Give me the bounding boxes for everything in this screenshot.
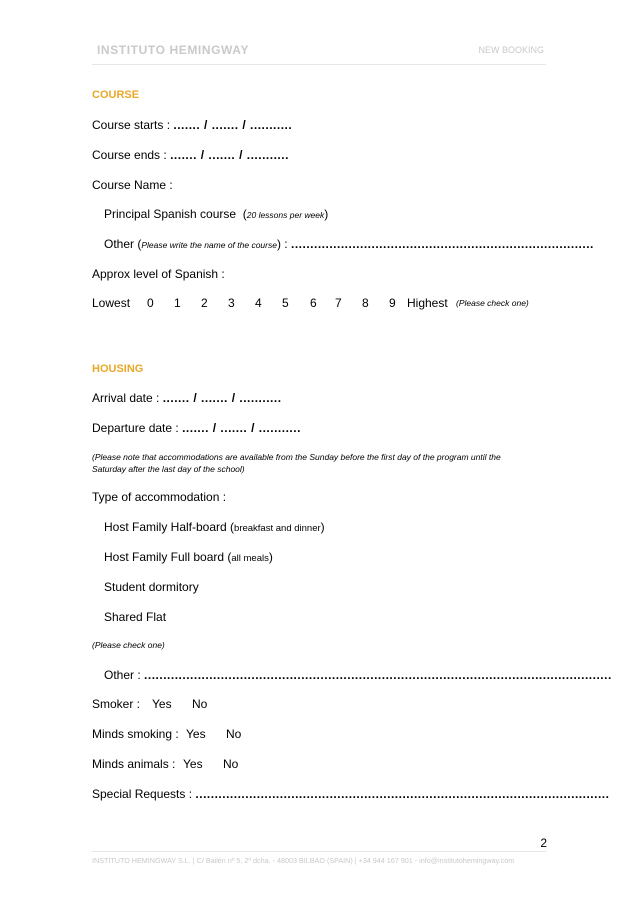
scale-check-note: (Please check one) [456,298,529,308]
principal-course-note: 20 lessons per week [246,210,325,220]
other-course-note: Please write the name of the course [141,240,277,250]
other-accommodation-field[interactable]: .......................................................................................................................... [144,668,612,682]
level-option[interactable]: 8 [362,296,369,310]
minds-smoking-yes-option[interactable]: Yes [186,727,206,741]
course-ends-row [92,148,289,162]
arrival-date-row [92,391,282,405]
level-option[interactable]: 4 [255,296,262,310]
smoker-label: Smoker : [92,697,141,711]
course-ends-label: Course ends : [92,148,167,162]
other-course-field[interactable]: ............................................................................... [290,237,594,251]
other-course-row [104,237,594,251]
minds-smoking-label: Minds smoking : [92,727,179,741]
course-starts-label: Course starts : [92,118,171,132]
housing-heading: HOUSING [92,363,144,375]
paren-close: ) [320,520,325,534]
principal-course-option[interactable] [104,207,328,221]
course-heading: COURSE [92,89,140,101]
full-board-detail: all meals [231,553,269,564]
special-requests-label: Special Requests : [92,787,193,801]
principal-course-label: Principal Spanish course [104,207,237,221]
shared-flat-option[interactable]: Shared Flat [104,610,167,624]
student-dormitory-option[interactable]: Student dormitory [104,580,199,594]
half-board-option[interactable] [104,520,325,534]
other-course-label: Other [104,237,135,251]
footer-contact: INSTITUTO HEMINGWAY S.L. | C/ Bailén nº 5, 2º dcha. - 48003 BILBAO (SPAIN) | +34 944 167 901 - info@institutohemingway.com [92,856,515,865]
minds-animals-yes-option[interactable]: Yes [183,757,203,771]
accommodation-availability-note: (Please note that accommodations are available from the Sunday before the first day of the program until the Saturday after the last day of the school) [92,452,501,474]
accommodation-type-label: Type of accommodation : [92,490,227,504]
spanish-level-label: Approx level of Spanish : [92,267,225,281]
half-board-label: Host Family Half-board ( [104,520,235,534]
smoker-row [92,697,208,711]
full-board-option[interactable] [104,550,273,564]
document-type: NEW BOOKING [478,45,544,55]
level-option[interactable]: 5 [282,296,289,310]
half-board-detail: breakfast and dinner [234,523,321,534]
minds-smoking-row [92,727,242,741]
paren-close: ) [324,207,329,221]
level-option[interactable]: 2 [201,296,208,310]
level-option[interactable]: 1 [174,296,181,310]
arrival-date-field[interactable]: ....... / ....... / ........... [162,391,282,405]
departure-date-row [92,421,301,435]
level-option[interactable]: 6 [310,296,317,310]
smoker-yes-option[interactable]: Yes [152,697,172,711]
smoker-no-option[interactable]: No [192,697,208,711]
level-option[interactable]: 7 [335,296,342,310]
departure-date-field[interactable]: ....... / ....... / ........... [182,421,301,435]
other-accommodation-row [104,668,612,682]
scale-lowest-label: Lowest [92,296,131,310]
special-requests-field[interactable]: ............................................................................................................ [195,787,610,801]
level-option[interactable]: 9 [389,296,396,310]
departure-date-label: Departure date : [92,421,179,435]
course-name-label: Course Name : [92,178,173,192]
accommodation-check-note: (Please check one) [92,640,165,650]
footer-divider [92,851,546,852]
level-option[interactable]: 3 [228,296,235,310]
level-option[interactable]: 0 [147,296,154,310]
page-number: 2 [540,836,547,850]
minds-animals-no-option[interactable]: No [223,757,239,771]
paren-open: ( [242,207,247,221]
minds-animals-label: Minds animals : [92,757,176,771]
special-requests-row [92,787,609,801]
paren-close: ) : [276,237,288,251]
paren-open: ( [137,237,142,251]
header-divider [92,64,546,65]
paren-close: ) [268,550,273,564]
other-accommodation-label: Other : [104,668,141,682]
course-ends-date-field[interactable]: ....... / ....... / ........... [170,148,289,162]
arrival-date-label: Arrival date : [92,391,160,405]
minds-animals-row [92,757,239,771]
scale-highest-label: Highest [407,296,448,310]
course-starts-row [92,118,292,132]
brand-name: INSTITUTO HEMINGWAY [97,43,250,57]
course-starts-date-field[interactable]: ....... / ....... / ........... [173,118,293,132]
minds-smoking-no-option[interactable]: No [226,727,242,741]
full-board-label: Host Family Full board ( [104,550,232,564]
